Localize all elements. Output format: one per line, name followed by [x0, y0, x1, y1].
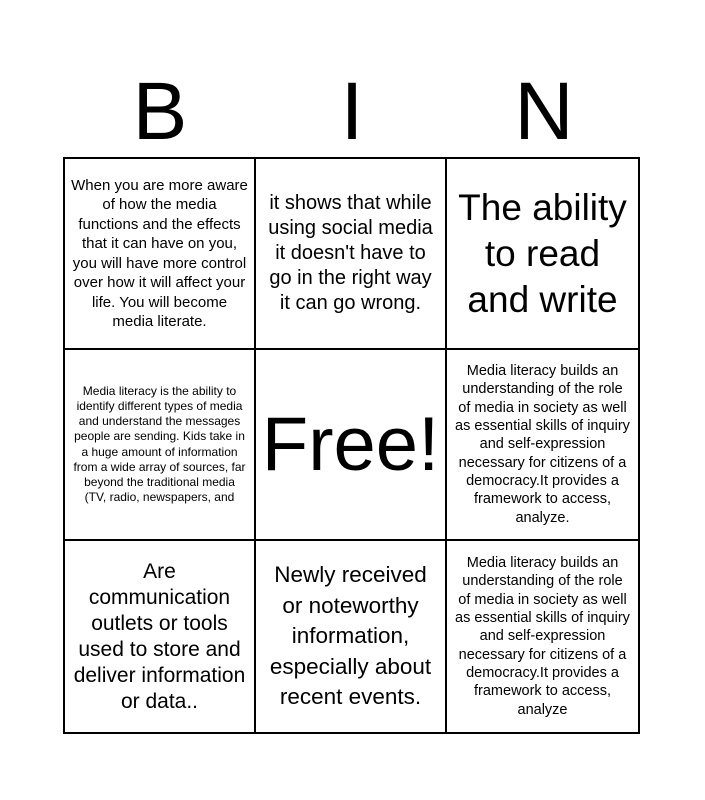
bingo-cell[interactable] — [65, 541, 256, 732]
cell-text: it shows that while using social media it doesn't have to go in the right way it can go wrong. — [268, 192, 433, 314]
bingo-cell[interactable] — [447, 541, 638, 732]
cell-text: The ability to read and write — [458, 186, 627, 320]
bingo-grid — [63, 157, 640, 734]
cell-text: Media literacy builds an understanding of the role of media in society as well as essential skills of inquiry and self-expression necessary for citizens of a democracy.It provides a framework to access, analyze. — [455, 363, 630, 526]
cell-text: Media literacy builds an understanding of the role of media in society as well as essential skills of inquiry and self-expression necessary for citizens of a democracy.It provides a framework to access, analyze — [455, 555, 630, 718]
bingo-cell[interactable] — [65, 350, 256, 541]
bingo-cell[interactable] — [256, 541, 447, 732]
bingo-cell[interactable] — [65, 159, 256, 350]
free-space-text: Free! — [261, 401, 440, 487]
bingo-cell[interactable] — [447, 350, 638, 541]
bingo-cell[interactable] — [447, 159, 638, 350]
header-letter-i: I — [340, 66, 364, 157]
bingo-cell[interactable] — [256, 159, 447, 350]
cell-text: Media literacy is the ability to identify different types of media and understand the messages people are sending. Kids take in a huge amount of information from a wide array of sources, far beyond the traditional media (TV, radio, newspapers, and — [73, 383, 246, 505]
header-letter-n: N — [514, 66, 574, 157]
cell-text: When you are more aware of how the media functions and the effects that it can have on you, you will have more control over how it will affect your life. You will become media literate. — [71, 176, 248, 330]
cell-text: Newly received or noteworthy information, especially about recent events. — [269, 562, 432, 710]
free-space-cell[interactable] — [256, 350, 447, 541]
cell-text: Are communication outlets or tools used to store and deliver information or data.. — [73, 559, 246, 713]
header-letter-b: B — [132, 66, 188, 157]
